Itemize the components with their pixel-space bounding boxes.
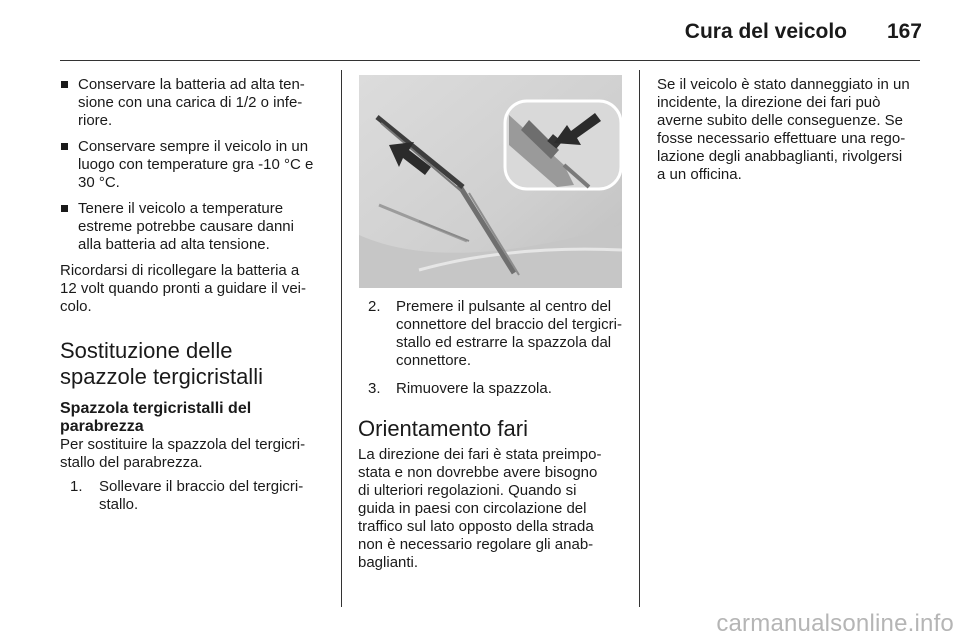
step-line: Rimuovere la spazzola. — [396, 380, 552, 397]
step-2 — [358, 298, 630, 370]
step-line: Premere il pulsante al centro del — [396, 298, 612, 315]
step-line: stallo. — [99, 496, 139, 513]
bullet-square-icon — [61, 205, 68, 212]
column-divider-left — [341, 70, 342, 607]
column-divider-right — [639, 70, 640, 607]
left-column — [60, 76, 332, 514]
step-number: 2. — [368, 298, 381, 315]
subsection-heading-windscreen: Spazzola tergicristalli del parabrezza — [60, 400, 252, 435]
bullet-line: estreme potrebbe causare danni — [78, 218, 294, 235]
bullet-line: 30 °C. — [78, 174, 120, 191]
bullet-square-icon — [61, 143, 68, 150]
reminder-paragraph — [60, 262, 332, 316]
paragraph-line: lazione degli anabbaglianti, rivolgersi — [657, 148, 903, 165]
paragraph-line: 12 volt quando pronti a guidare il vei- — [60, 280, 306, 297]
paragraph-line: baglianti. — [358, 554, 419, 571]
paragraph-line: stata e non dovrebbe avere bisogno — [358, 464, 598, 481]
paragraph-line: traffico sul lato opposto della strada — [358, 518, 594, 535]
step-number: 3. — [368, 380, 381, 397]
paragraph-line: stallo del parabrezza. — [60, 454, 203, 471]
bullet-line: alla batteria ad alta tensione. — [78, 236, 270, 253]
bullet-square-icon — [61, 81, 68, 88]
section-heading-headlights: Orientamento fari — [358, 416, 528, 441]
step-line: Sollevare il braccio del tergicri- — [99, 478, 304, 495]
step-line: connettore del braccio del tergicri- — [396, 316, 622, 333]
bullet-line: sione con una carica di 1/2 o infe- — [78, 94, 303, 111]
step-line: stallo ed estrarre la spazzola dal — [396, 334, 612, 351]
paragraph-line: fosse necessario effettuare una rego- — [657, 130, 906, 147]
step-line: connettore. — [396, 352, 472, 369]
header-rule — [60, 60, 920, 61]
paragraph-line: non è necessario regolare gli anab- — [358, 536, 594, 553]
paragraph-line: Ricordarsi di ricollegare la batteria a — [60, 262, 300, 279]
paragraph-line: colo. — [60, 298, 92, 315]
bullet-line: luogo con temperature gra -10 °C e — [78, 156, 314, 173]
paragraph-line: a un officina. — [657, 166, 742, 183]
page-number: 167 — [886, 20, 922, 43]
page-header-title: Cura del veicolo — [684, 20, 847, 43]
bullet-line: Conservare sempre il veicolo in un — [78, 138, 309, 155]
section-heading-wiper: Sostituzione delle spazzole tergicristalli — [60, 338, 263, 389]
bullet-item — [60, 138, 332, 192]
headlight-paragraph — [358, 446, 630, 572]
paragraph-line: Se il veicolo è stato danneggiato in un — [657, 76, 910, 93]
paragraph-line: La direzione dei fari è stata preimpo- — [358, 446, 602, 463]
wiper-drawing — [359, 75, 622, 288]
bullet-line: Tenere il veicolo a temperature — [78, 200, 284, 217]
bullet-item — [60, 200, 332, 254]
paragraph-line: averne subito delle conseguenze. Se — [657, 112, 904, 129]
step-1 — [60, 478, 332, 514]
wiper-illustration — [359, 75, 622, 288]
paragraph-line: guida in paesi con circolazione del — [358, 500, 587, 517]
paragraph-line: Per sostituire la spazzola del tergicri- — [60, 436, 306, 453]
step-3 — [358, 380, 630, 398]
middle-column — [358, 298, 630, 572]
bullet-line: Conservare la batteria ad alta ten- — [78, 76, 305, 93]
bullet-item — [60, 76, 332, 130]
step-number: 1. — [70, 478, 83, 495]
paragraph-line: di ulteriori regolazioni. Quando si — [358, 482, 577, 499]
accident-paragraph — [657, 76, 927, 184]
watermark: carmanualsonline.info — [716, 610, 954, 637]
bullet-line: riore. — [78, 112, 113, 129]
paragraph-line: incidente, la direzione dei fari può — [657, 94, 881, 111]
right-column — [657, 76, 927, 184]
intro-paragraph — [60, 436, 332, 472]
